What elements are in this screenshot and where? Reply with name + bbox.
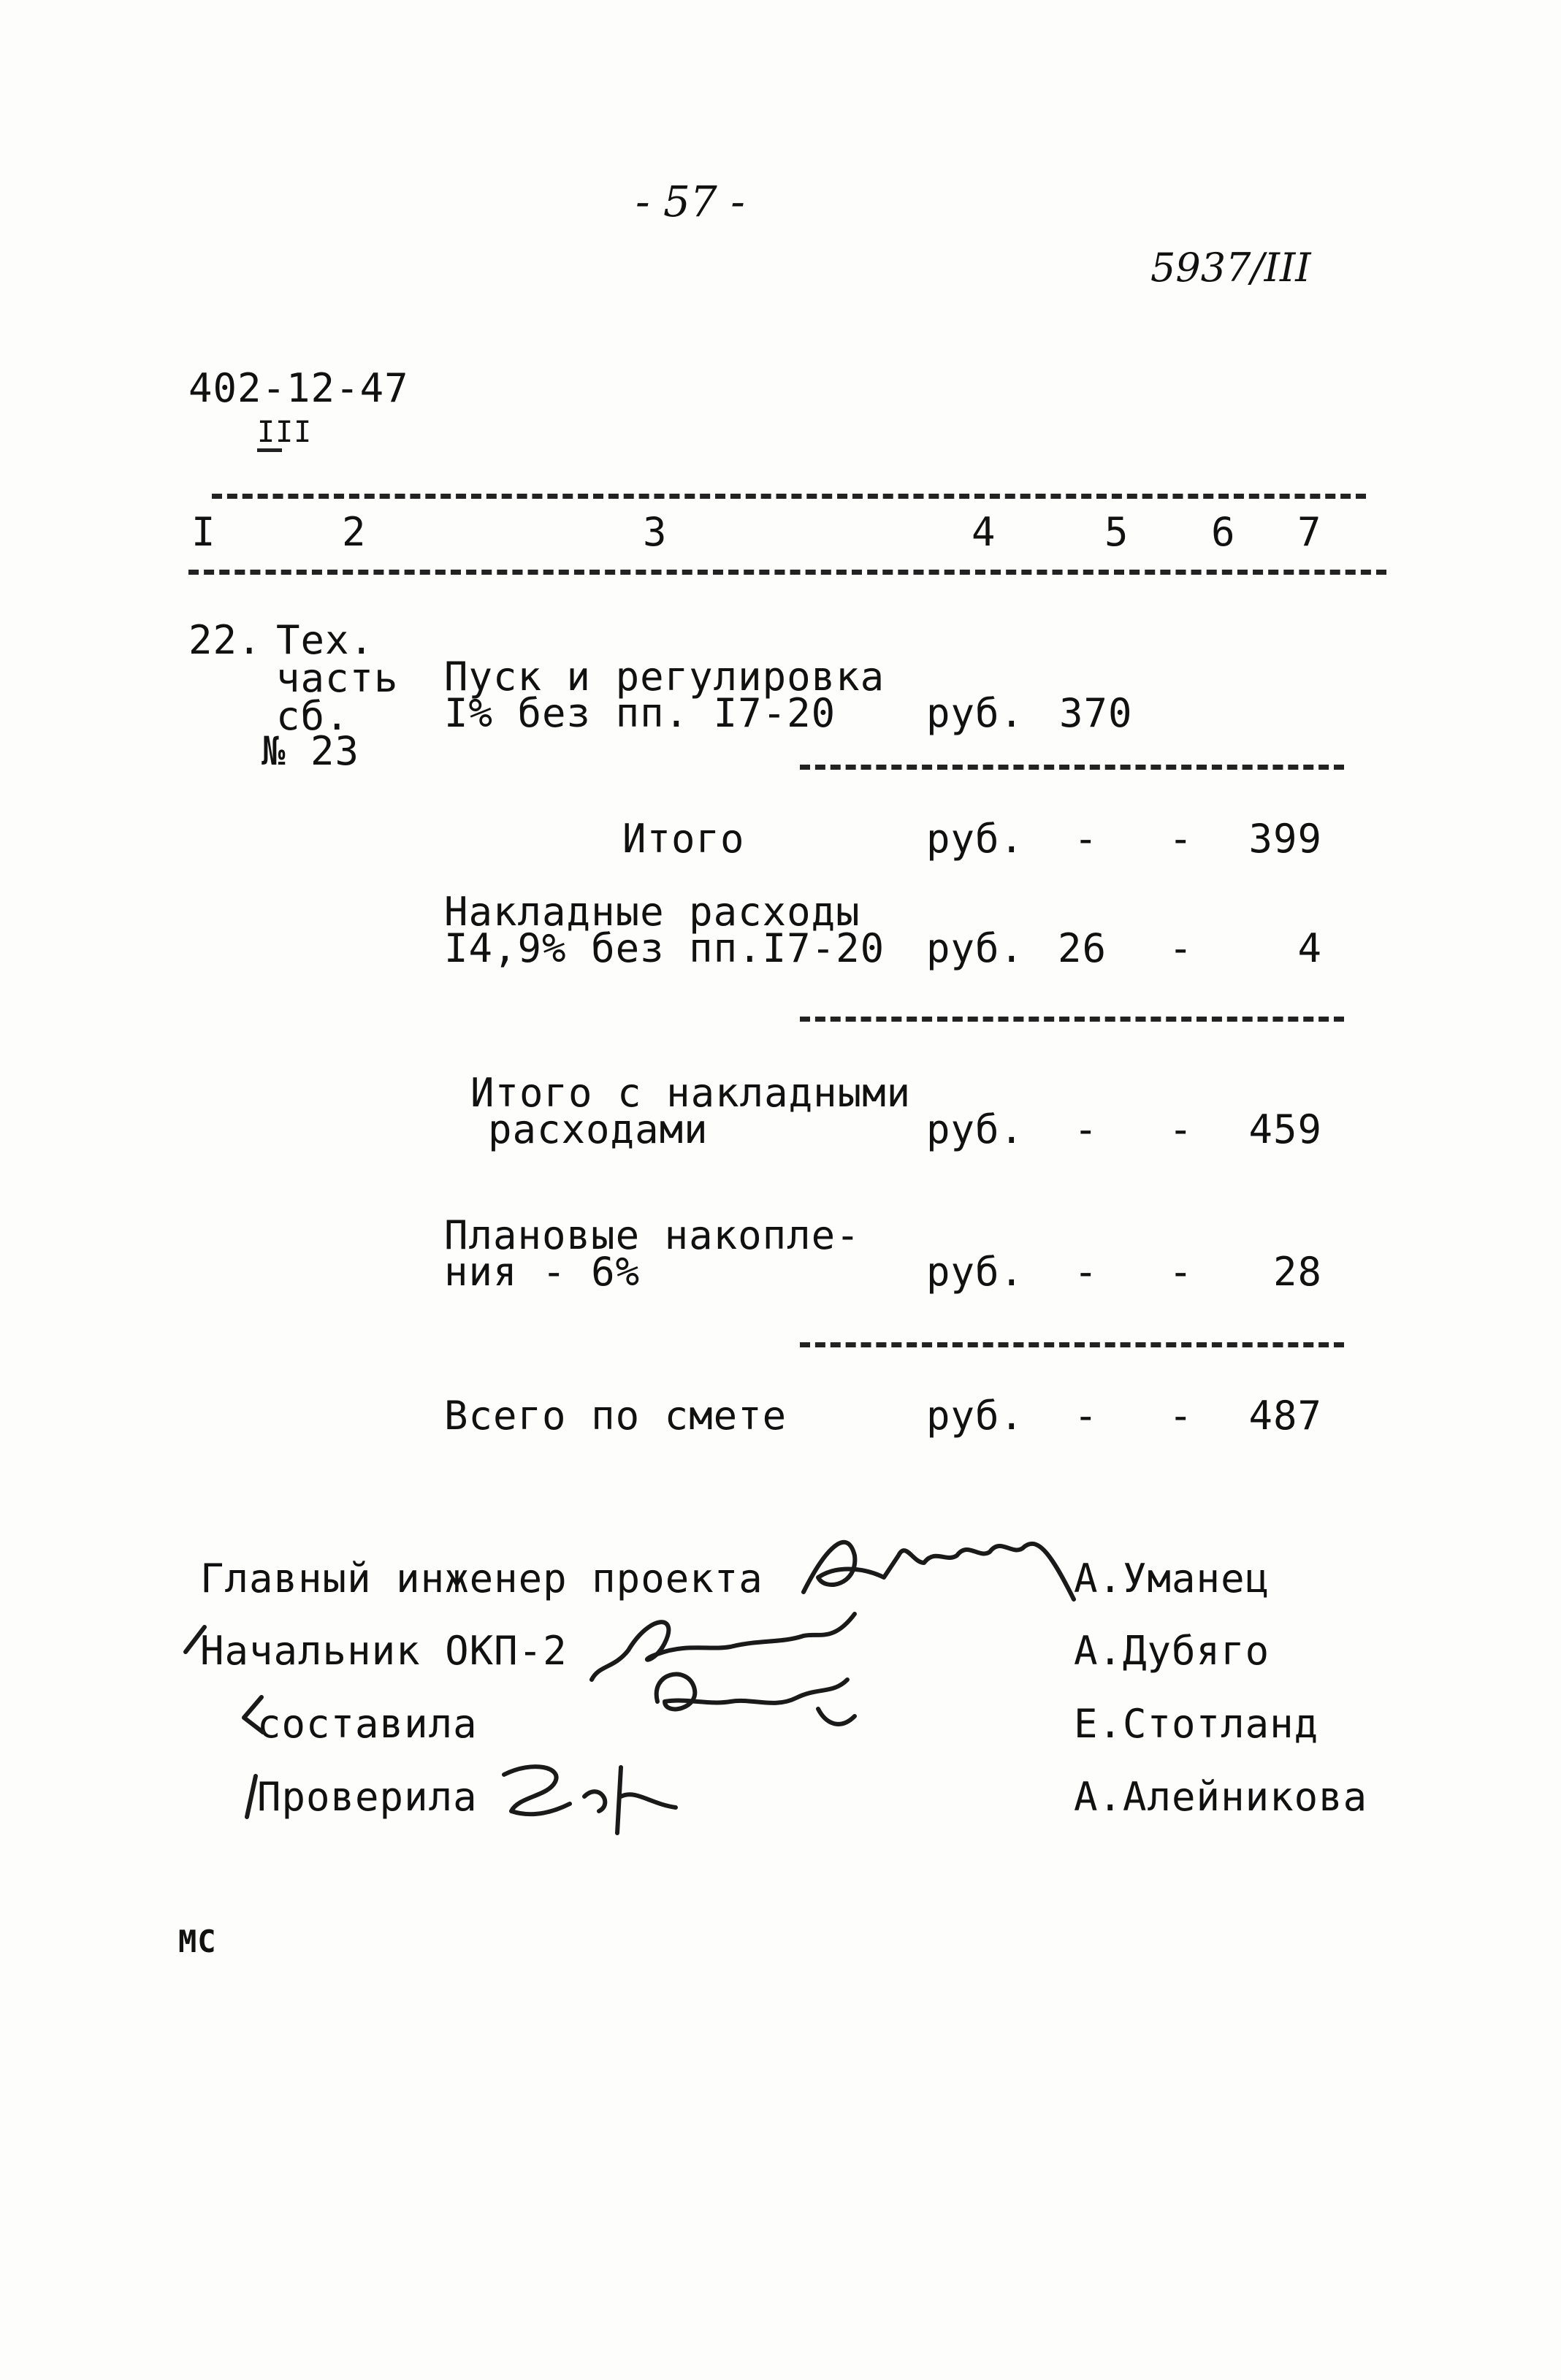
signature-name-3: Е.Стотланд	[1074, 1701, 1319, 1747]
row-1-unit: руб.	[926, 690, 1025, 736]
column-number-1: I	[191, 509, 216, 555]
column-number-5: 5	[1104, 509, 1129, 555]
row-5-unit: руб.	[926, 1249, 1025, 1295]
volume-underline	[257, 448, 282, 452]
column-number-2: 2	[342, 509, 367, 555]
handwritten-signature-3	[643, 1658, 862, 1745]
row-6-unit: руб.	[926, 1393, 1025, 1439]
archive-number: 5937/III	[1150, 245, 1311, 291]
row-3-line-2: I4,9% без пп.I7-20	[444, 925, 885, 971]
signature-name-4: А.Алейникова	[1074, 1774, 1368, 1820]
source-line-2: часть	[276, 655, 399, 701]
source-line-1: Тех.	[276, 617, 375, 663]
signature-name-2: А.Дубяго	[1074, 1628, 1270, 1674]
row-5-col6: -	[1169, 1249, 1194, 1295]
page-number: - 57 -	[636, 177, 745, 226]
signature-role-2: Начальник ОКП-2	[200, 1628, 568, 1674]
source-line-4: № 23	[262, 728, 360, 774]
row-2-line-1: Итого	[622, 816, 745, 862]
row-number: 22.	[188, 617, 262, 663]
source-line-3: сб.	[276, 693, 350, 739]
header-rule-top	[212, 494, 1366, 499]
signature-role-1: Главный инженер проекта	[200, 1556, 763, 1602]
row-1-line-2: I% без пп. I7-20	[444, 690, 836, 736]
row-6-col5: -	[1074, 1393, 1099, 1439]
row-1-line-1: Пуск и регулировка	[444, 654, 885, 700]
footer-mark: МС	[178, 1924, 217, 1959]
column-number-4: 4	[972, 509, 996, 555]
handwritten-signature-1	[796, 1504, 1088, 1614]
row-3-col5: 26	[1058, 925, 1107, 971]
check-mark-1	[183, 1623, 212, 1674]
row-2-col5: -	[1074, 816, 1099, 862]
rule-1	[800, 765, 1344, 770]
row-4-line-1: Итого с накладными	[470, 1070, 912, 1116]
row-6-col6: -	[1169, 1393, 1194, 1439]
row-3-col6: -	[1169, 925, 1194, 971]
row-3-line-1: Накладные расходы	[444, 889, 860, 935]
signature-name-1: А.Уманец	[1074, 1556, 1270, 1602]
rule-3	[800, 1342, 1344, 1347]
row-5-col5: -	[1074, 1249, 1099, 1295]
row-5-col7: 28	[1272, 1249, 1322, 1295]
column-number-6: 6	[1211, 509, 1236, 555]
row-3-col7: 4	[1297, 925, 1322, 971]
column-number-7: 7	[1297, 509, 1322, 555]
row-2-col6: -	[1169, 816, 1194, 862]
row-5-line-2: ния - 6%	[444, 1249, 641, 1295]
row-3-unit: руб.	[926, 925, 1025, 971]
row-6-col7: 487	[1248, 1393, 1322, 1439]
header-rule-bottom	[188, 570, 1386, 575]
row-2-col7: 399	[1248, 816, 1322, 862]
check-mark-3	[241, 1773, 263, 1824]
rule-2	[800, 1017, 1344, 1022]
signature-role-4: Проверила	[257, 1774, 478, 1820]
row-1-col5: 370	[1059, 690, 1133, 736]
row-4-line-2: расходами	[488, 1106, 709, 1152]
row-4-col6: -	[1169, 1106, 1194, 1152]
signature-role-3: составила	[257, 1701, 478, 1747]
row-4-unit: руб.	[926, 1106, 1025, 1152]
check-mark-2	[241, 1696, 270, 1747]
row-5-line-1: Плановые накопле-	[444, 1212, 860, 1258]
row-4-col7: 459	[1248, 1106, 1322, 1152]
row-2-unit: руб.	[926, 816, 1025, 862]
project-volume: III	[257, 416, 313, 449]
row-6-line-1: Всего по смете	[444, 1393, 787, 1439]
row-4-col5: -	[1074, 1106, 1099, 1152]
column-number-3: 3	[643, 509, 668, 555]
handwritten-signature-4	[489, 1753, 687, 1848]
project-code: 402-12-47	[188, 365, 409, 411]
